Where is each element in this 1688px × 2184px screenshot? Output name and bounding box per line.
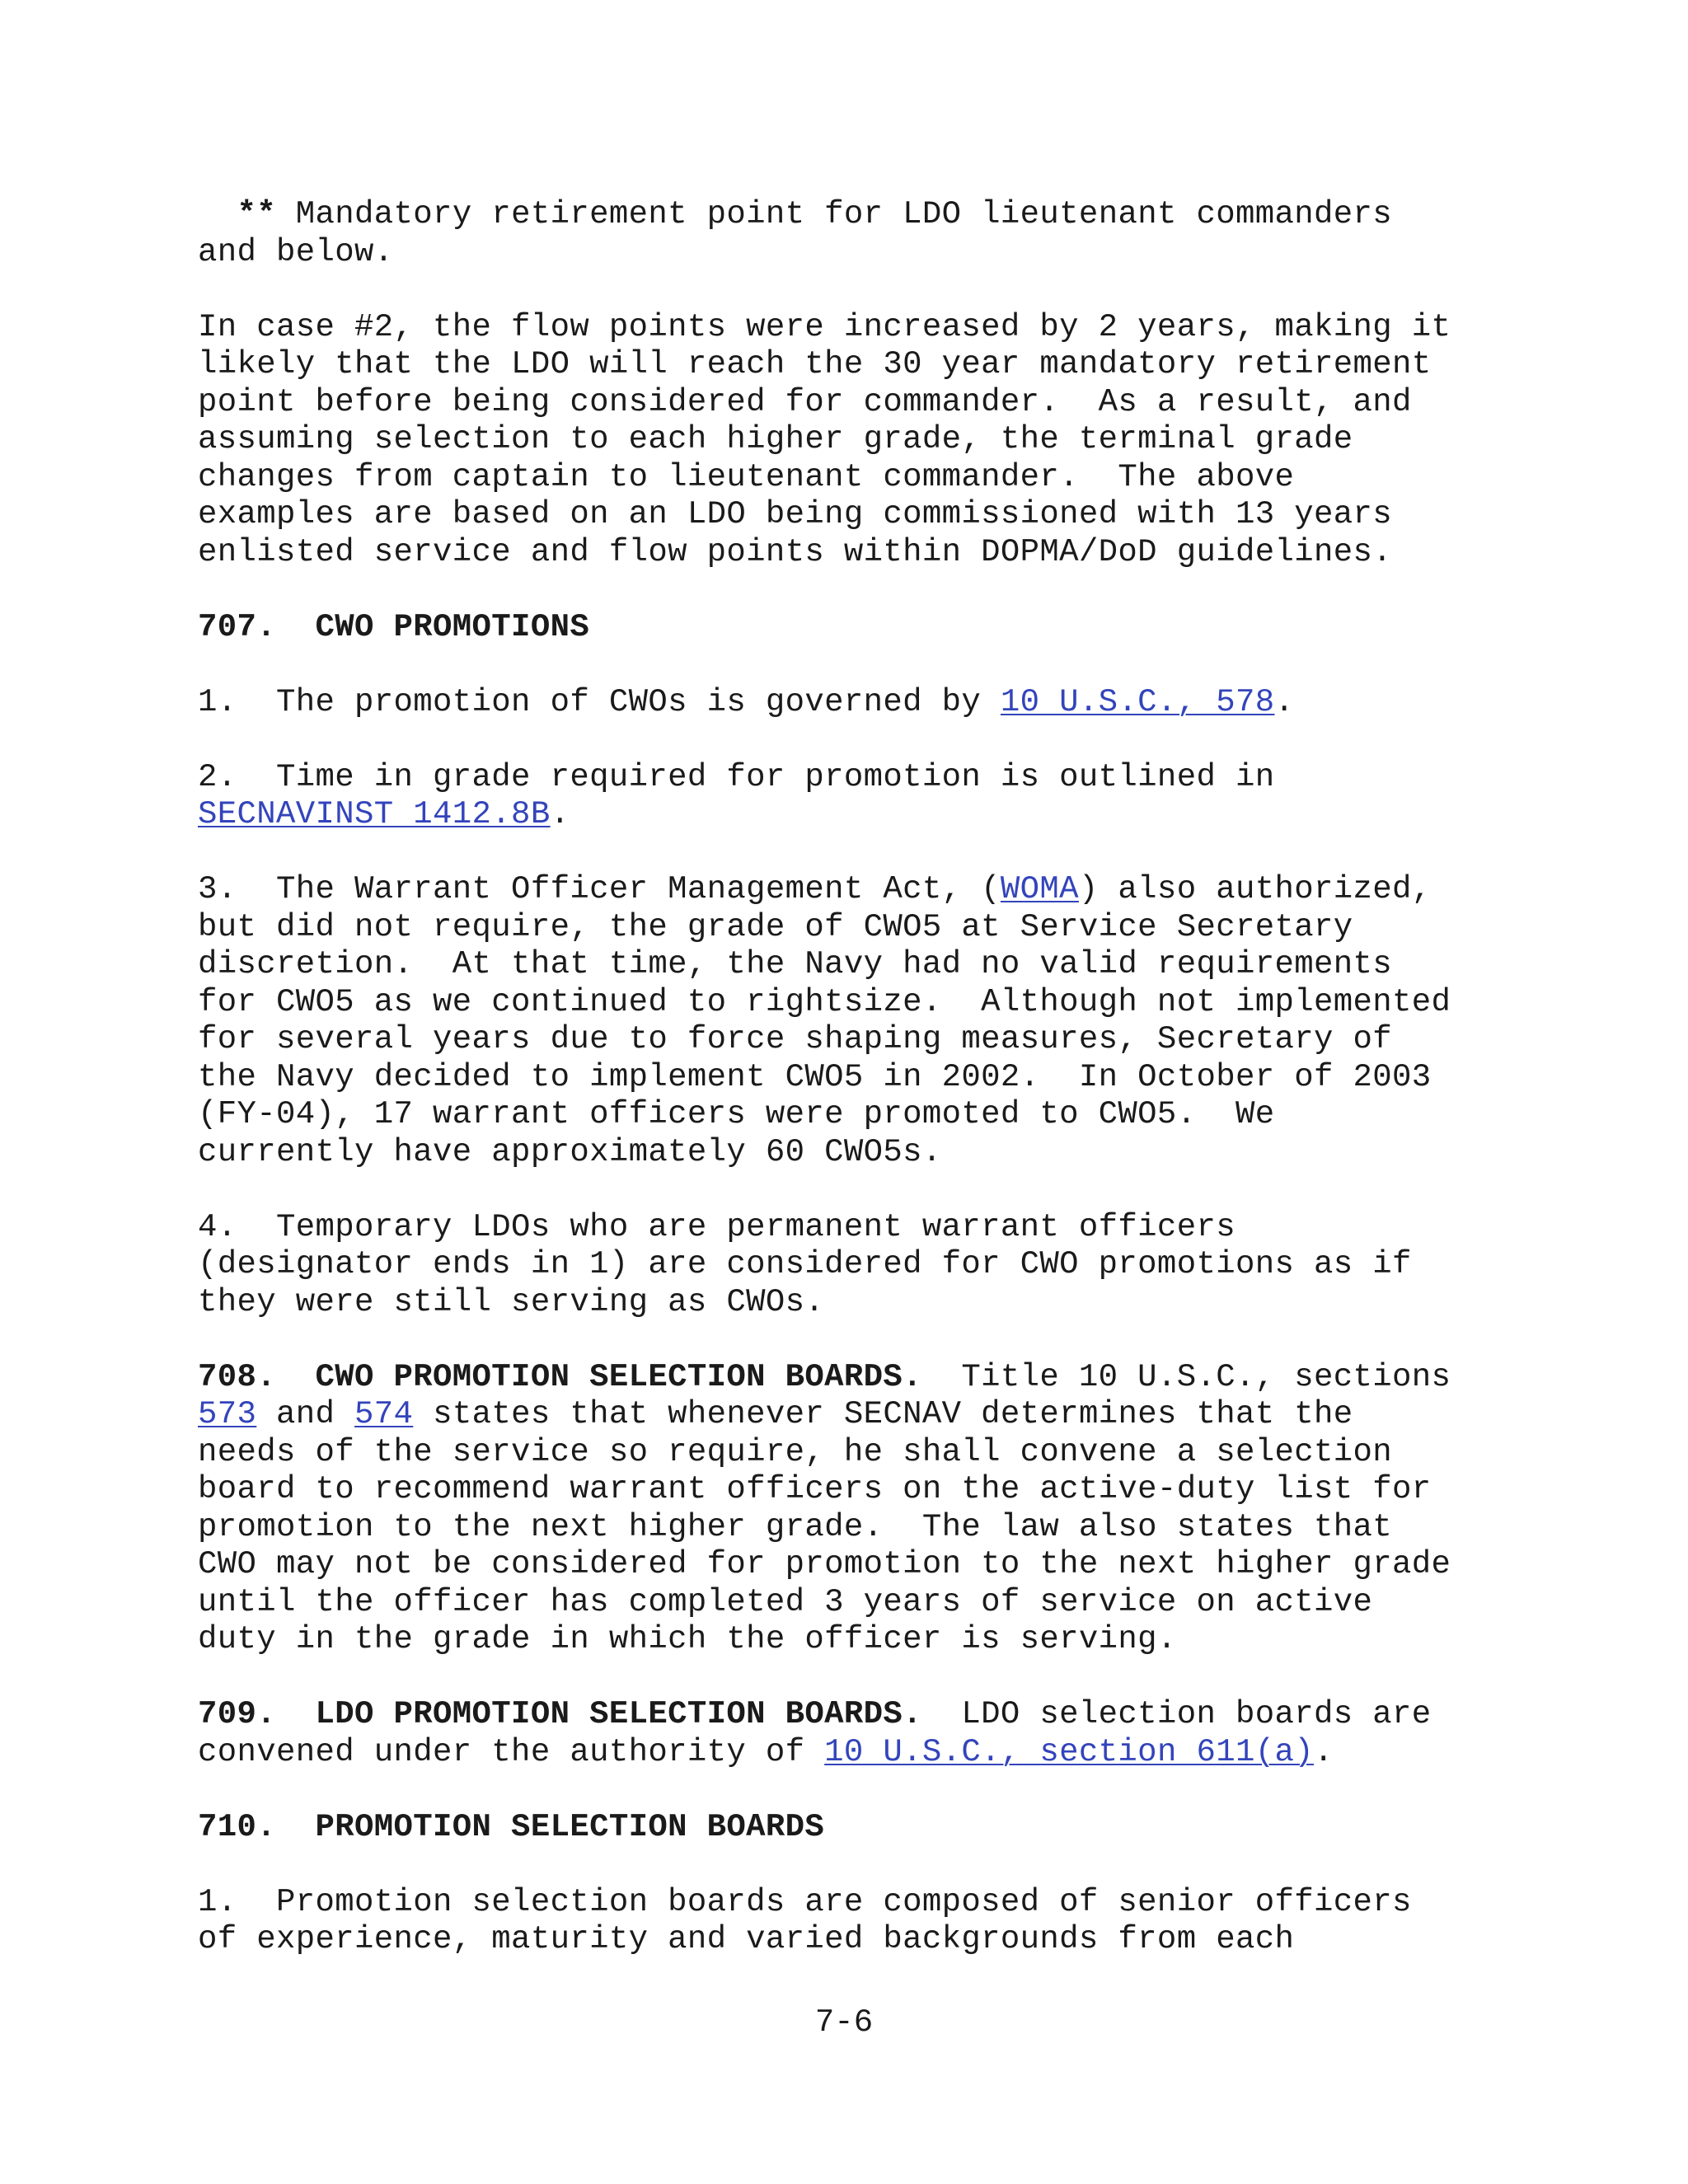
spacer — [198, 571, 1533, 609]
spacer — [198, 1771, 1533, 1809]
section-708-line-1 — [198, 1359, 1533, 1397]
paragraph-line: currently have approximately 60 CWO5s. — [198, 1133, 942, 1170]
item-text: ) also authorized, — [1078, 871, 1432, 907]
paragraph-line: (FY-04), 17 warrant officers were promoted to CWO5. We — [198, 1096, 1275, 1132]
spacer — [198, 1171, 1533, 1209]
page-content — [198, 196, 1533, 1959]
paragraph-line: for CWO5 as we continued to rightsize. Although not implemented — [198, 983, 1451, 1020]
paragraph-line: promotion to the next higher grade. The law also states that — [198, 1508, 1392, 1545]
section-707-item-4 — [198, 1209, 1533, 1322]
paragraph-line: point before being considered for commander. As a result, and — [198, 383, 1412, 420]
paragraph-line: 4. Temporary LDOs who are permanent warrant officers — [198, 1208, 1236, 1245]
section-573-link[interactable]: 573 — [198, 1396, 257, 1432]
woma-link[interactable]: WOMA — [1000, 871, 1079, 907]
section-708 — [198, 1359, 1533, 1659]
section-574-link[interactable]: 574 — [354, 1396, 414, 1432]
paragraph-line: board to recommend warrant officers on the active-duty list for — [198, 1471, 1432, 1507]
item-text: . — [1274, 683, 1295, 720]
section-708-line-2 — [198, 1396, 1533, 1434]
section-709-heading: 709. LDO PROMOTION SELECTION BOARDS. — [198, 1696, 922, 1732]
paragraph-line: enlisted service and flow points within DOPMA/DoD guidelines. — [198, 533, 1392, 570]
paragraph-line: 1. Promotion selection boards are composed of senior officers — [198, 1883, 1412, 1920]
section-709-line-1 — [198, 1696, 1533, 1734]
item-text: Title 10 U.S.C., sections — [921, 1358, 1451, 1395]
spacer — [198, 721, 1533, 759]
section-710-item-1 — [198, 1884, 1533, 1959]
item-text: 1. The promotion of CWOs is governed by — [198, 683, 1001, 720]
section-709 — [198, 1696, 1533, 1771]
section-707-item-2-line-2 — [198, 796, 1533, 834]
paragraph-line: discretion. At that time, the Navy had no valid requirements — [198, 946, 1392, 982]
footnote-marker: ** — [237, 196, 277, 232]
section-707-item-1 — [198, 684, 1533, 722]
spacer — [198, 646, 1533, 684]
paragraph-line: duty in the grade in which the officer is serving. — [198, 1621, 1177, 1657]
paragraph-line: likely that the LDO will reach the 30 year mandatory retirement — [198, 346, 1432, 382]
section-708-heading: 708. CWO PROMOTION SELECTION BOARDS. — [198, 1358, 922, 1395]
spacer — [198, 1321, 1533, 1359]
usc-578-link[interactable]: 10 U.S.C., 578 — [1000, 683, 1275, 720]
item-text: and — [256, 1396, 355, 1432]
paragraph-line: needs of the service so require, he shall convene a selection — [198, 1433, 1392, 1470]
footnote-line-2: and below. — [198, 233, 394, 270]
spacer — [198, 1659, 1533, 1697]
item-text: convened under the authority of — [198, 1733, 825, 1770]
case2-paragraph — [198, 309, 1533, 572]
paragraph-line: for several years due to force shaping measures, Secretary of — [198, 1021, 1392, 1057]
paragraph-line: until the officer has completed 3 years of service on active — [198, 1583, 1373, 1620]
paragraph-line: assuming selection to each higher grade, the terminal grade — [198, 421, 1353, 457]
item-text: . — [550, 796, 570, 832]
spacer — [198, 834, 1533, 872]
paragraph-line: examples are based on an LDO being commissioned with 13 years — [198, 496, 1392, 532]
section-709-line-2 — [198, 1734, 1533, 1772]
spacer — [198, 271, 1533, 309]
item-text: states that whenever SECNAV determines that the — [413, 1396, 1353, 1432]
paragraph-line: they were still serving as CWOs. — [198, 1283, 825, 1320]
item-text: LDO selection boards are — [921, 1696, 1432, 1732]
paragraph-line: In case #2, the flow points were increased by 2 years, making it — [198, 308, 1451, 345]
secnavinst-link[interactable]: SECNAVINST 1412.8B — [198, 796, 551, 832]
section-707-item-2-line-1: 2. Time in grade required for promotion is outlined in — [198, 758, 1275, 795]
paragraph-line: changes from captain to lieutenant commander. The above — [198, 458, 1295, 495]
spacer — [198, 1846, 1533, 1884]
item-text: . — [1313, 1733, 1334, 1770]
footnote-line-1 — [198, 196, 1533, 234]
paragraph-line: but did not require, the grade of CWO5 at Service Secretary — [198, 908, 1353, 945]
paragraph-line: CWO may not be considered for promotion to the next higher grade — [198, 1546, 1451, 1582]
paragraph-line: of experience, maturity and varied backgrounds from each — [198, 1921, 1295, 1957]
item-text: 3. The Warrant Officer Management Act, ( — [198, 871, 1001, 907]
section-707-heading: 707. CWO PROMOTIONS — [198, 608, 590, 645]
section-710-heading: 710. PROMOTION SELECTION BOARDS — [198, 1808, 825, 1845]
paragraph-line: (designator ends in 1) are considered for CWO promotions as if — [198, 1246, 1412, 1282]
footnote-text: Mandatory retirement point for LDO lieutenant commanders — [276, 196, 1392, 232]
usc-611a-link[interactable]: 10 U.S.C., section 611(a) — [824, 1733, 1314, 1770]
section-707-item-3 — [198, 871, 1533, 1171]
item-3-line-1 — [198, 871, 1533, 909]
page-number: 7-6 — [814, 2004, 874, 2041]
paragraph-line: the Navy decided to implement CWO5 in 2002. In October of 2003 — [198, 1058, 1432, 1095]
